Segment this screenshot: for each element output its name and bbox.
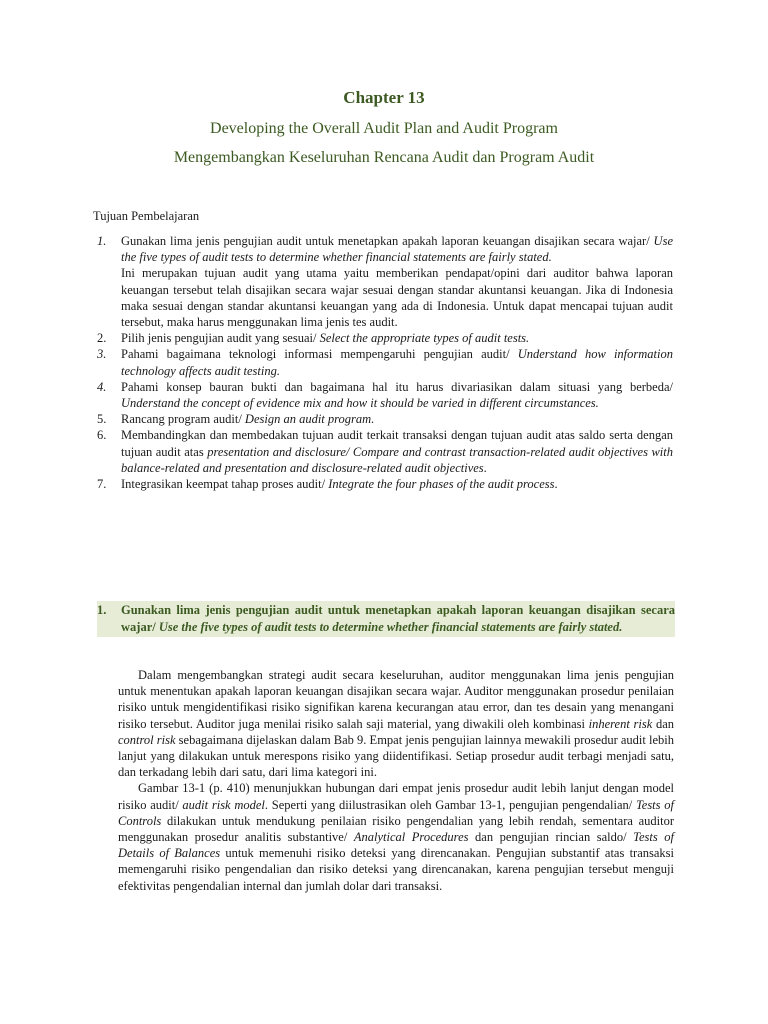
objective-item: [97, 427, 673, 476]
objective-text-english: Use the five types of audit tests to determine whether financial statements are fairly stated.: [121, 234, 673, 265]
objective-text-english: Design an audit program.: [244, 412, 375, 427]
objective-number: 1.: [97, 234, 107, 248]
paragraph: [118, 780, 674, 893]
objective-text-english: Understand the concept of evidence mix and how it should be varied in different circumstances.: [121, 396, 599, 411]
objective-number: 7.: [97, 477, 107, 492]
objective-text: Rancang program audit/: [121, 412, 245, 427]
title-block: [0, 86, 768, 168]
objective-number: 3.: [97, 347, 107, 362]
term-inherent-risk: inherent risk: [588, 716, 653, 731]
objective-text: Pahami konsep bauran bukti dan bagaimana hal itu harus divariasikan dalam situasi yang berbeda/: [121, 379, 673, 394]
objective-text-english: Integrate the four phases of the audit process: [328, 477, 555, 492]
term-tests-of-details: Tests of Details of Balances: [118, 830, 674, 861]
term-tests-of-controls: Tests of Controls: [118, 797, 674, 828]
objective-item: [97, 379, 673, 411]
paragraph-text: dan pengujian rincian saldo/: [468, 830, 634, 845]
paragraph-text: . Seperti yang diilustrasikan oleh Gambar 13-1, pengujian pengendalian/: [264, 797, 636, 812]
objective-note: Ini merupakan tujuan audit yang utama yaitu memberikan pendapat/opini dari auditor bahwa laporan keuangan tersebut telah disajikan secara wajar sesuai dengan standar akuntansi keuangan. Jika di Indonesia maka sesuai dengan standar akuntansi keuangan yang ada di Indonesia. Untuk dapat mencapai tujuan audit tersebut, maka harus menggunakan lima jenis tes audit.: [121, 266, 673, 330]
objective-item: [97, 411, 673, 427]
objective-number: 4.: [97, 379, 107, 394]
objective-number: 6.: [97, 428, 107, 443]
term-analytical-procedures: Analytical Procedures: [353, 830, 469, 845]
chapter-label: Chapter 13: [343, 88, 425, 107]
chapter-title-indonesian: Mengembangkan Keseluruhan Rencana Audit dan Program Audit: [173, 149, 595, 166]
paragraph-text: sebagaimana dijelaskan dalam Bab 9. Empat jenis pengujian lainnya mewakili prosedur audit lebih lanjut yang dilakukan untuk merespons risiko yang diidentifikasi. Setiap prosedur audit terbagi menjadi satu, dan terkadang lebih dari satu, dari lima kategori ini.: [118, 732, 674, 780]
objective-text: Pahami bagaimana teknologi informasi mempengaruhi pengujian audit/: [121, 347, 518, 362]
paragraph-text: untuk memenuhi risiko deteksi yang direncanakan. Pengujian substantif atas transaksi memengaruhi risiko pengendalian dan risiko deteksi yang direncanakan, karena pengujian tersebut menguji efektivitas pengendalian internal dan jumlah dolar dari transaksi.: [118, 846, 674, 893]
objective-text: Pilih jenis pengujian audit yang sesuai/: [121, 331, 320, 346]
objective-tail: .: [483, 460, 487, 475]
term-audit-risk-model: audit risk model: [182, 797, 265, 812]
objective-text: Gunakan lima jenis pengujian audit untuk menetapkan apakah laporan keuangan disajikan secara wajar/: [121, 234, 654, 248]
body-text: [118, 667, 674, 894]
section-heading-english: Use the five types of audit tests to determine whether financial statements are fairly stated.: [158, 619, 623, 634]
objective-item: [97, 330, 673, 346]
objective-text-english: Understand how information technology affects audit testing.: [121, 347, 673, 378]
chapter-title-english: Developing the Overall Audit Plan and Audit Program: [210, 120, 558, 137]
section-number: 1.: [97, 603, 107, 617]
objective-item: [97, 346, 673, 378]
learning-objectives-heading: Tujuan Pembelajaran: [93, 209, 200, 223]
paragraph-text: dilakukan untuk mendukung penilaian risiko pengendalian yang lebih rendah, sementara auditor menggunakan prosedur analitis substantive/: [118, 813, 674, 845]
objective-text: Membandingkan dan membedakan tujuan audit terkait transaksi dengan tujuan audit atas saldo serta dengan tujuan audit atas: [121, 428, 673, 459]
learning-objectives-list: [97, 233, 673, 492]
objective-text-english: Select the appropriate types of audit tests.: [319, 331, 530, 346]
section-heading: [97, 601, 675, 637]
objective-item: [97, 476, 673, 492]
objective-text: Integrasikan keempat tahap proses audit/: [121, 477, 329, 492]
objective-number: 2.: [97, 331, 107, 346]
section-heading-text: Gunakan lima jenis pengujian audit untuk menetapkan apakah laporan keuangan disajikan secara wajar/: [121, 603, 675, 634]
paragraph-text: Dalam mengembangkan strategi audit secara keseluruhan, auditor menggunakan lima jenis pengujian untuk menentukan apakah laporan keuangan disajikan secara wajar. Auditor menggunakan prosedur penilaian risiko untuk mengidentifikasi risiko signifikan karena kecurangan atau error, dan tes desain yang menangani risiko tersebut. Auditor juga menilai risiko salah saji material, yang diwakili oleh kombinasi: [118, 668, 674, 731]
paragraph-text: Gambar 13-1 (p. 410) menunjukkan hubungan dari empat jenis prosedur audit lebih lanjut dengan model risiko audit/: [118, 781, 674, 812]
paragraph: [118, 667, 674, 780]
objective-number: 5.: [97, 412, 107, 427]
objective-text-english: presentation and disclosure/ Compare and contrast transaction-related audit objectives with balance-related and presentation and disclosure-related audit objectives: [121, 444, 674, 475]
paragraph-text: dan: [652, 716, 674, 731]
objective-item: [97, 233, 673, 330]
term-control-risk: control risk: [118, 732, 176, 747]
objective-tail: .: [554, 477, 558, 492]
